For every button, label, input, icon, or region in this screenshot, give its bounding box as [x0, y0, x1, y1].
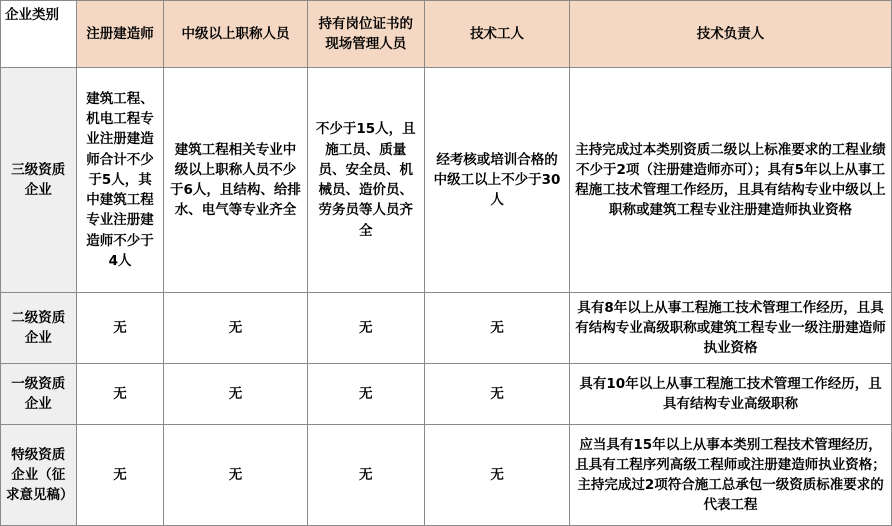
table-row: [1, 425, 892, 526]
cell-level1-technical-workers: 无: [425, 364, 570, 425]
cell-special-technical-director: 应当具有15年以上从事本类别工程技术管理经历，且具有工程序列高级工程师或注册建造师执业资格；主持完成过2项符合施工总承包一级资质标准要求的代表工程: [570, 425, 892, 526]
cell-special-site-management-personnel: 无: [307, 425, 425, 526]
cell-level3-mid-level-titled-staff: 建筑工程相关专业中级以上职称人员不少于6人，且结构、给排水、电气等专业齐全: [164, 68, 307, 293]
cell-level2-mid-level-titled-staff: 无: [164, 293, 307, 364]
cell-special-technical-workers: 无: [425, 425, 570, 526]
column-header-mid-level-titled-staff: 中级以上职称人员: [164, 1, 307, 68]
table-row: [1, 68, 892, 293]
cell-level3-technical-director: 主持完成过本类别资质二级以上标准要求的工程业绩不少于2项（注册建造师亦可）；具有5年以上从事工程施工技术管理工作经历，且具有结构专业中级以上职称或建筑工程专业注册建造师执业资格: [570, 68, 892, 293]
table-row: [1, 364, 892, 425]
cell-level1-technical-director: 具有10年以上从事工程施工技术管理工作经历，且具有结构专业高级职称: [570, 364, 892, 425]
cell-level1-mid-level-titled-staff: 无: [164, 364, 307, 425]
row-label-level3: 三级资质企业: [1, 68, 77, 293]
cell-level1-site-management-personnel: 无: [307, 364, 425, 425]
row-label-level1: 一级资质企业: [1, 364, 77, 425]
cell-level1-registered-constructor: 无: [76, 364, 164, 425]
cell-special-registered-constructor: 无: [76, 425, 164, 526]
cell-level3-technical-workers: 经考核或培训合格的中级工以上不少于30人: [425, 68, 570, 293]
column-header-technical-director: 技术负责人: [570, 1, 892, 68]
cell-level2-site-management-personnel: 无: [307, 293, 425, 364]
cell-level2-registered-constructor: 无: [76, 293, 164, 364]
cell-level3-registered-constructor: 建筑工程、机电工程专业注册建造师合计不少于5人，其中建筑工程专业注册建造师不少于4人: [76, 68, 164, 293]
table-row: [1, 293, 892, 364]
cell-level3-site-management-personnel: 不少于15人，且施工员、质量员、安全员、机械员、造价员、劳务员等人员齐全: [307, 68, 425, 293]
cell-special-mid-level-titled-staff: 无: [164, 425, 307, 526]
table-header-row: [1, 1, 892, 68]
row-label-special: 特级资质企业（征求意见稿）: [1, 425, 77, 526]
column-header-enterprise-category: 企业类别: [1, 1, 77, 68]
cell-level2-technical-director: 具有8年以上从事工程施工技术管理工作经历，且具有结构专业高级职称或建筑工程专业一级注册建造师执业资格: [570, 293, 892, 364]
row-label-level2: 二级资质企业: [1, 293, 77, 364]
cell-level2-technical-workers: 无: [425, 293, 570, 364]
column-header-technical-workers: 技术工人: [425, 1, 570, 68]
column-header-registered-constructor: 注册建造师: [76, 1, 164, 68]
column-header-site-management-personnel: 持有岗位证书的现场管理人员: [307, 1, 425, 68]
